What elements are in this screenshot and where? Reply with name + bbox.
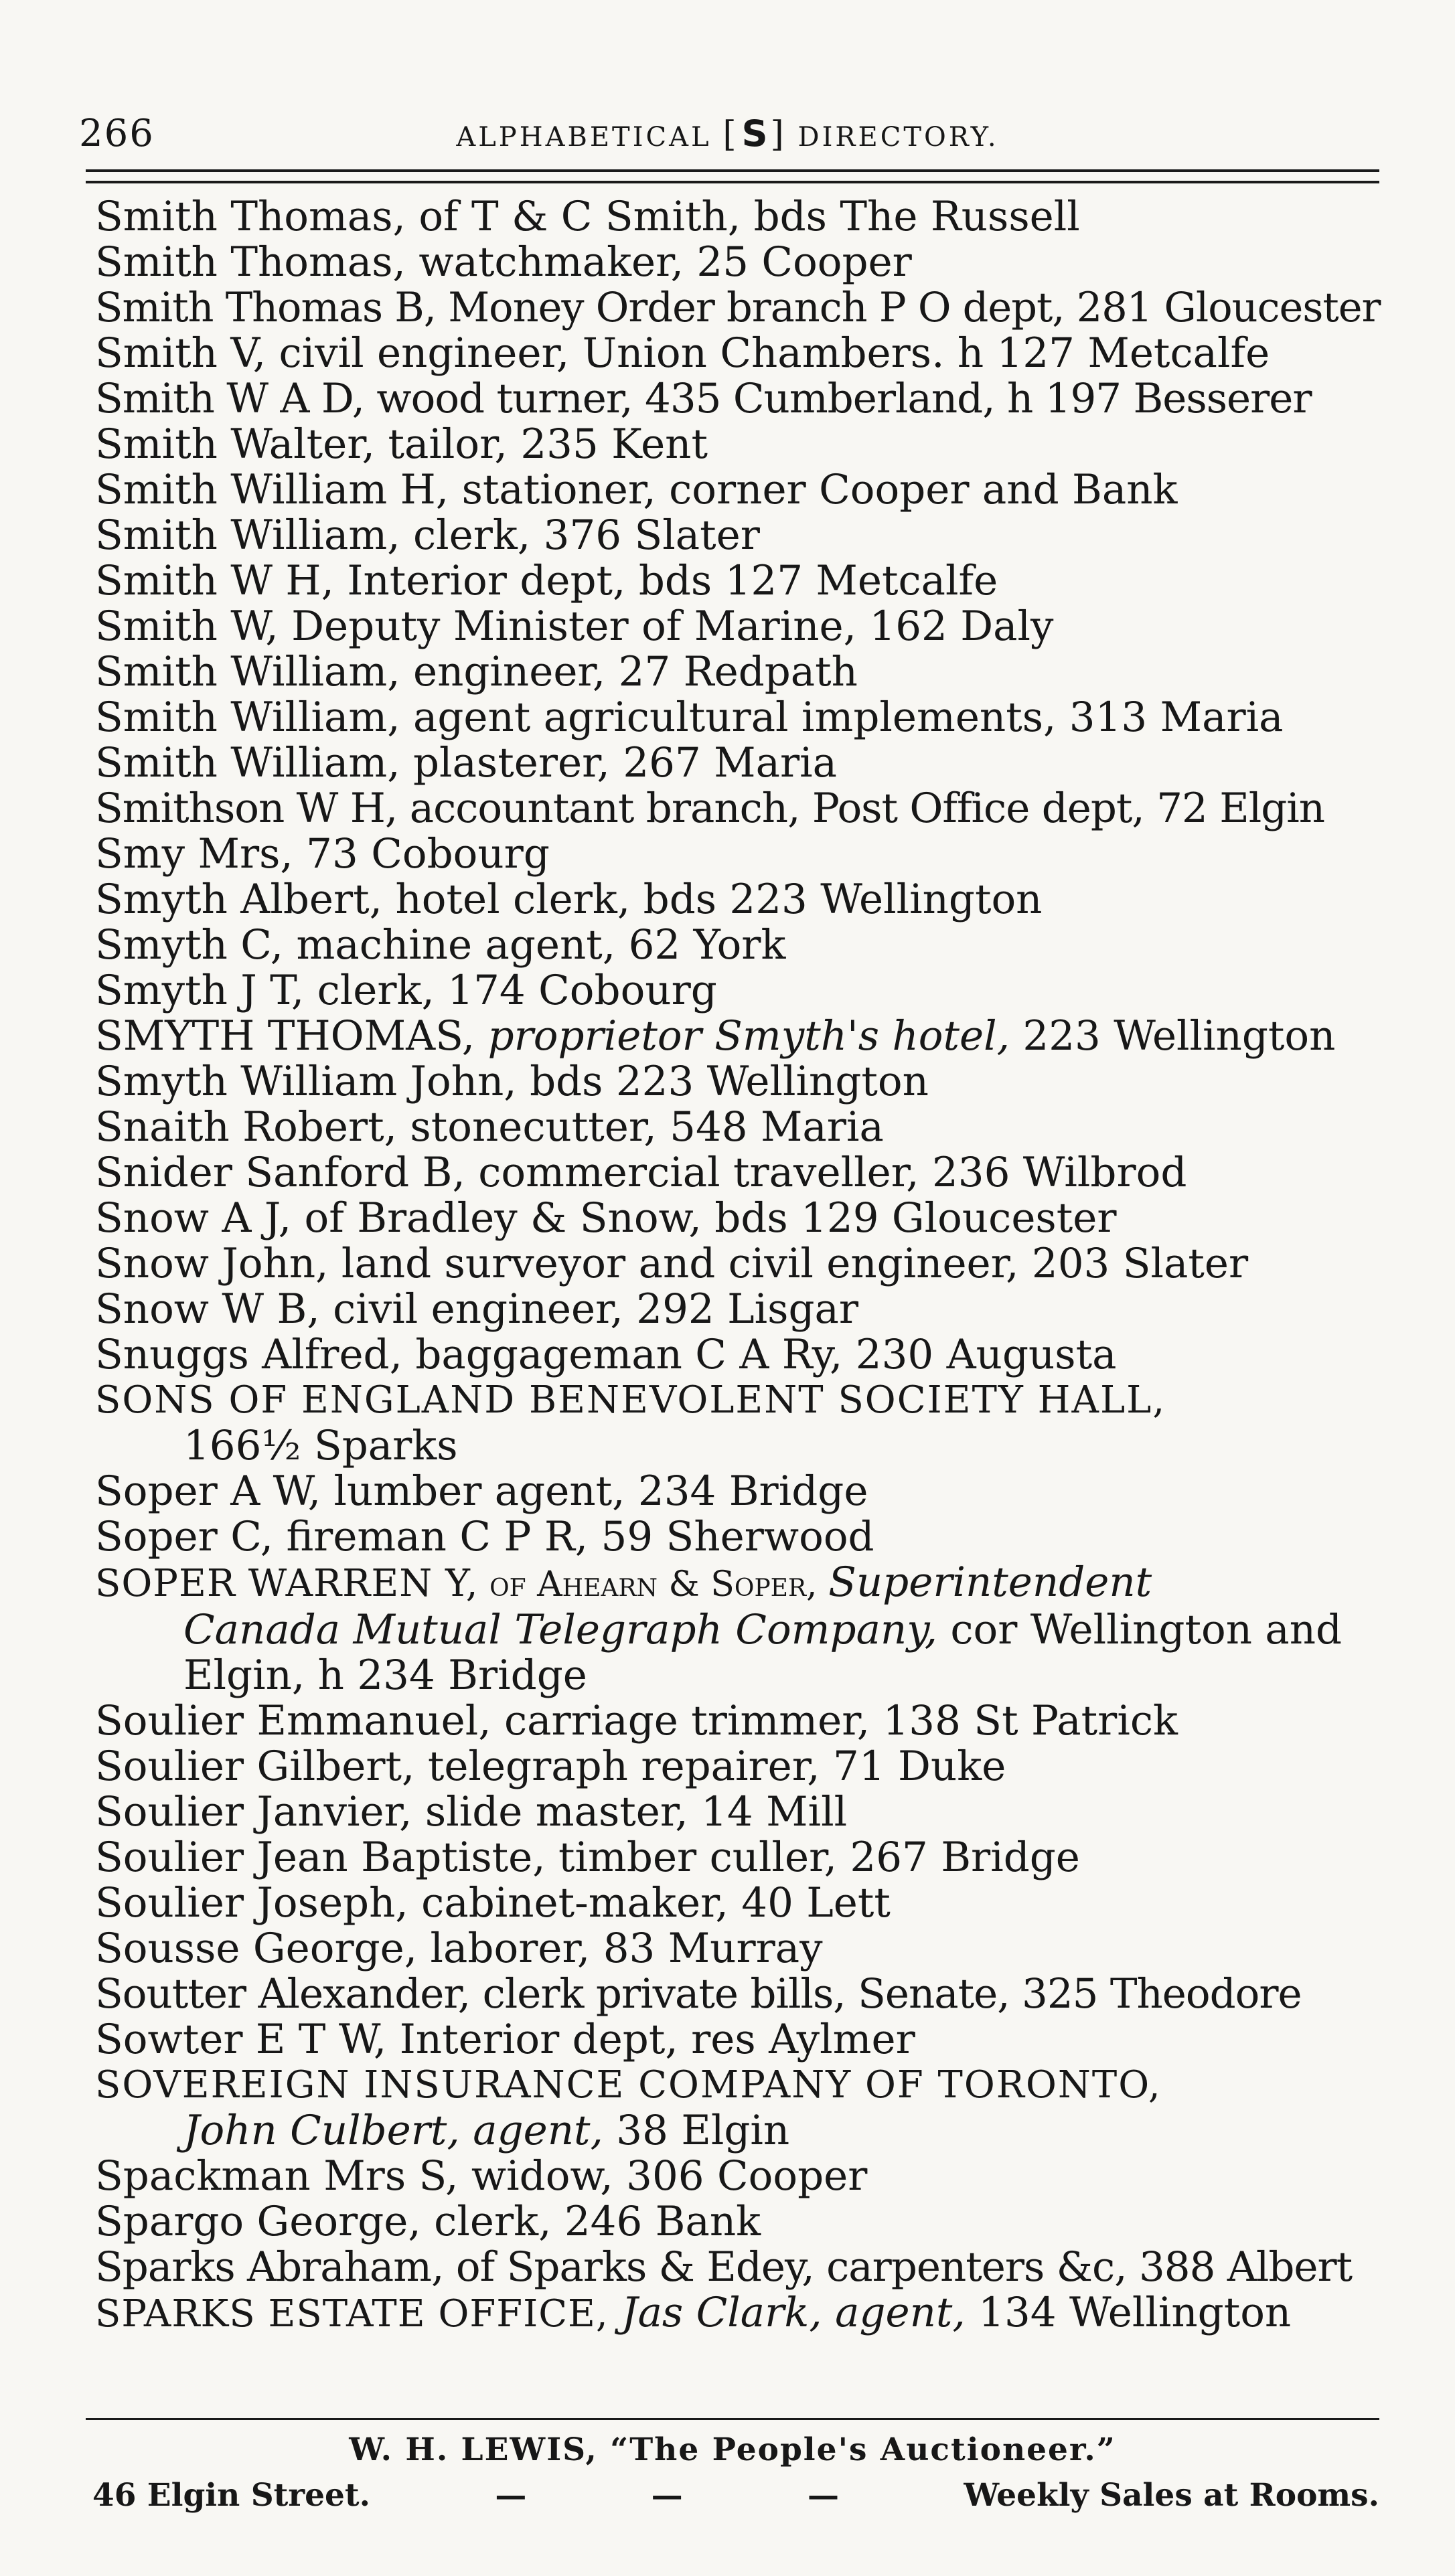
- running-title-left: ALPHABETICAL: [456, 122, 712, 153]
- directory-entry-sons-of-england: [95, 1378, 1387, 1469]
- entry-name-caps: SMYTH THOMAS,: [95, 1012, 475, 1060]
- header-rule-top: [86, 169, 1379, 172]
- entry-name-caps: SOVEREIGN INSURANCE COMPANY OF TORONTO,: [95, 2063, 1162, 2107]
- entry-agent: John Culbert, agent,: [183, 2107, 603, 2154]
- directory-entry: Sousse George, laborer, 83 Murray: [95, 1925, 823, 1972]
- directory-entry: Smith Walter, tailor, 235 Kent: [95, 420, 708, 468]
- directory-entry: Soper A W, lumber agent, 234 Bridge: [95, 1467, 868, 1515]
- advertisement-footer: [86, 2427, 1379, 2518]
- directory-entry: Smith William, clerk, 376 Slater: [95, 511, 760, 559]
- directory-entry: Smith W H, Interior dept, bds 127 Metcalfe: [95, 557, 998, 605]
- entry-address: 38 Elgin: [603, 2107, 790, 2154]
- page-number: 266: [79, 112, 155, 155]
- entry-line: [95, 2108, 1387, 2154]
- page-header: [0, 104, 1455, 164]
- entry-agent: Jas Clark, agent,: [608, 2289, 966, 2336]
- entry-address: Elgin, h 234 Bridge: [183, 1652, 587, 1699]
- footer-rule: [86, 2418, 1379, 2420]
- directory-entry: Snaith Robert, stonecutter, 548 Maria: [95, 1103, 884, 1151]
- directory-entry-sovereign: [95, 2063, 1387, 2154]
- entry-description: proprietor Smyth's hotel,: [487, 1012, 1010, 1060]
- entry-address: cor Wellington and: [937, 1606, 1343, 1654]
- directory-entry: Soulier Emmanuel, carriage trimmer, 138 St Patrick: [95, 1697, 1178, 1745]
- directory-entry: Snow John, land surveyor and civil engineer, 203 Slater: [95, 1240, 1249, 1287]
- directory-entry: Soper C, fireman C P R, 59 Sherwood: [95, 1513, 874, 1560]
- separator-dash: —: [651, 2477, 683, 2514]
- running-title-right: DIRECTORY.: [797, 122, 999, 153]
- entry-name-caps: SONS OF ENGLAND BENEVOLENT SOCIETY HALL,: [95, 1378, 1166, 1422]
- directory-entry: Smith Thomas, watchmaker, 25 Cooper: [95, 238, 912, 286]
- directory-entry: Smith William, plasterer, 267 Maria: [95, 739, 838, 787]
- directory-entry: Smith W A D, wood turner, 435 Cumberland, h 197 Besserer: [95, 375, 1312, 422]
- directory-entry: Sowter E T W, Interior dept, res Aylmer: [95, 2016, 915, 2063]
- directory-entry: Spackman Mrs S, widow, 306 Cooper: [95, 2152, 868, 2200]
- directory-entry: Smith Thomas B, Money Order branch P O dept, 281 Gloucester: [95, 285, 1381, 331]
- entry-address: 166½ Sparks: [183, 1422, 458, 1469]
- advertiser-name: W. H. LEWIS, “The People's Auctioneer.”: [349, 2431, 1116, 2468]
- entry-line: [95, 1607, 1387, 1653]
- entry-firm: of Ahearn & Soper,: [478, 1564, 829, 1605]
- directory-entry-sparks-estate: [95, 2290, 1387, 2337]
- entry-name-caps: SPARKS ESTATE OFFICE,: [95, 2292, 609, 2336]
- directory-entry: Smyth Albert, hotel clerk, bds 223 Wellington: [95, 876, 1043, 923]
- entry-address: 223 Wellington: [1010, 1012, 1336, 1060]
- directory-entry: Spargo George, clerk, 246 Bank: [95, 2198, 761, 2245]
- separator-dash: —: [807, 2477, 839, 2514]
- directory-entry: Smithson W H, accountant branch, Post Office dept, 72 Elgin: [95, 785, 1325, 832]
- directory-entry: Snow W B, civil engineer, 292 Lisgar: [95, 1285, 859, 1333]
- directory-entry: Smith William, agent agricultural implements, 313 Maria: [95, 694, 1284, 741]
- directory-entry: Snider Sanford B, commercial traveller, 236 Wilbrod: [95, 1149, 1187, 1196]
- directory-entry: Smyth J T, clerk, 174 Cobourg: [95, 967, 717, 1014]
- entry-name-caps: SOPER WARREN Y,: [95, 1562, 479, 1605]
- directory-entry-smyth-thomas: [95, 1014, 1387, 1059]
- directory-entry: Smith William, engineer, 27 Redpath: [95, 648, 858, 696]
- directory-entry: Snow A J, of Bradley & Snow, bds 129 Gloucester: [95, 1194, 1117, 1242]
- advertiser-details: [86, 2474, 1379, 2518]
- directory-entry: Smy Mrs, 73 Cobourg: [95, 830, 550, 878]
- directory-entry: Smith Thomas, of T & C Smith, bds The Russell: [95, 193, 1080, 240]
- directory-entry: Smith William H, stationer, corner Cooper and Bank: [95, 466, 1178, 513]
- header-rule-bottom: [86, 181, 1379, 183]
- entry-address: 134 Wellington: [965, 2289, 1292, 2336]
- entry-line: [95, 1560, 1387, 1607]
- entry-description: Superintendent: [828, 1558, 1152, 1606]
- directory-entry: Soutter Alexander, clerk private bills, Senate, 325 Theodore: [95, 1970, 1302, 2018]
- directory-entry: Sparks Abraham, of Sparks & Edey, carpenters &c, 388 Albert: [95, 2243, 1353, 2291]
- separator-dash: —: [495, 2477, 527, 2514]
- advertiser-sales: Weekly Sales at Rooms.: [964, 2477, 1379, 2514]
- directory-entry: Soulier Janvier, slide master, 14 Mill: [95, 1788, 848, 1836]
- directory-entry: Soulier Joseph, cabinet-maker, 40 Lett: [95, 1879, 891, 1927]
- directory-entry-soper-warren: [95, 1560, 1387, 1698]
- entry-company: Canada Mutual Telegraph Company,: [183, 1606, 937, 1654]
- directory-entry: Soulier Gilbert, telegraph repairer, 71 Duke: [95, 1743, 1006, 1790]
- running-title: ALPHABETICAL [S] DIRECTORY.: [0, 104, 1455, 167]
- directory-entry: Smyth C, machine agent, 62 York: [95, 921, 786, 969]
- directory-entry: Smith V, civil engineer, Union Chambers. h 127 Metcalfe: [95, 329, 1270, 377]
- directory-entry: Soulier Jean Baptiste, timber culler, 267 Bridge: [95, 1834, 1080, 1881]
- directory-entry: Smith W, Deputy Minister of Marine, 162 Daly: [95, 602, 1054, 650]
- advertiser-address: 46 Elgin Street.: [92, 2477, 370, 2514]
- directory-entries: [95, 194, 1387, 2337]
- directory-entry: Snuggs Alfred, baggageman C A Ry, 230 Augusta: [95, 1331, 1117, 1378]
- section-letter: S: [741, 112, 768, 155]
- directory-entry: Smyth William John, bds 223 Wellington: [95, 1058, 929, 1105]
